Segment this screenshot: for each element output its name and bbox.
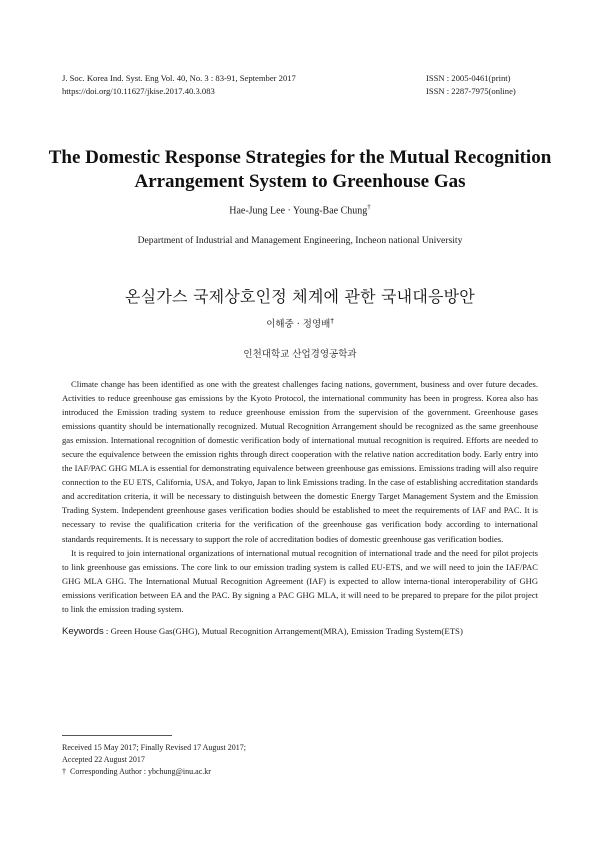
abstract-paragraph-2: It is required to join international organizations of international mutual recognition of international trade and the need for pilot projects to link greenhouse gas emissions. The core link to our emission trading system is called EU-ETS, and we will need to join the IAF/PAC GHG MLA GHG. The International Mutual Recognition Agreement (IAF) is expected to allow interna-tional interoperability of GHG emissions verification between EA and the PAC. By signing a PAC GHG MLA, it will need to be prepared to prepare for the pilot project to link the emission trading system.	[62, 547, 538, 614]
title-line-1: The Domestic Response Strategies for the Mutual Recognition	[48, 147, 552, 168]
abstract	[62, 377, 538, 616]
dagger-mark: †	[62, 767, 66, 777]
corresponding-author	[62, 766, 538, 778]
issn-print: ISSN : 2005-0461(print)	[426, 73, 511, 83]
accepted-date: Accepted 22 August 2017	[62, 755, 145, 765]
abstract-paragraph-1: Climate change has been identified as one with the greatest challenges facing nations, government, business and over future decades. Activities to reduce greenhouse gas emissions by the Kyoto Protocol, the international community has been in progress. Korea also has introduced the Emission trading system to reduce greenhouse emission from the supervision of the government. Greenhouse gases emissions quantity should be internationally recognized. Mutual Recognition Arrangement should be recognized as the same greenhouse gas emission. International recognition of domestic verification body of international mutual recognition is required. Efforts are needed to secure the equivalence between the emission rights through direct cooperation with the relative nation accreditation body. Early entry into the IAF/PAC GHG MLA is essential for demonstrating equivalence between greenhouse gas emissions. Emissions trading will also require connection to the EU ETS, California, USA, and Tokyo, Japan to link Emissions trading. In the case of establishing accreditation standards and accreditation criteria, it will be necessary to distinguish between the domestic Energy Target Management System and the Emission Trading System. Independent greenhouse gases verification bodies should be established to meet the requirements of IAF and PAC. It is necessary to revise the qualification criteria for the verification of the greenhouse gas verification body according to international standards requirements. It is necessary to support the role of accreditation bodies of domestic greenhouse gas verification bodies.	[62, 379, 538, 544]
keywords-separator: :	[103, 626, 111, 636]
affiliation: Department of Industrial and Management Engineering, Incheon national University	[137, 235, 463, 246]
korean-author-names: 이해중 · 정영배	[266, 319, 331, 330]
issn-online: ISSN : 2287-7975(online)	[426, 86, 516, 96]
keywords-label: Keywords	[62, 626, 104, 637]
paper-title	[40, 146, 560, 194]
author-list	[0, 203, 600, 216]
corresponding-mark: †	[367, 203, 371, 211]
korean-affiliation: 인천대학교 산업경영공학과	[243, 349, 357, 360]
footnotes	[62, 742, 538, 779]
korean-title: 온실가스 국제상호인정 체계에 관한 국내대응방안	[125, 287, 475, 306]
journal-header	[62, 72, 538, 98]
keywords-text: Green House Gas(GHG), Mutual Recognition Arrangement(MRA), Emission Trading System(ETS)	[110, 626, 463, 636]
korean-corresponding-mark: †	[330, 316, 334, 325]
korean-author-list	[0, 316, 600, 330]
journal-citation: J. Soc. Korea Ind. Syst. Eng Vol. 40, No. 3 : 83-91, September 2017	[62, 73, 296, 83]
footnote-divider	[62, 735, 172, 736]
keywords	[62, 626, 538, 637]
corresponding-author-email[interactable]: Corresponding Author : ybchung@inu.ac.kr	[70, 767, 211, 777]
doi-link[interactable]: https://doi.org/10.11627/jkise.2017.40.3.083	[62, 86, 215, 96]
title-line-2: Arrangement System to Greenhouse Gas	[134, 171, 466, 192]
author-names: Hae-Jung Lee · Young-Bae Chung	[229, 205, 368, 217]
received-date: Received 15 May 2017; Finally Revised 17 August 2017;	[62, 743, 246, 752]
